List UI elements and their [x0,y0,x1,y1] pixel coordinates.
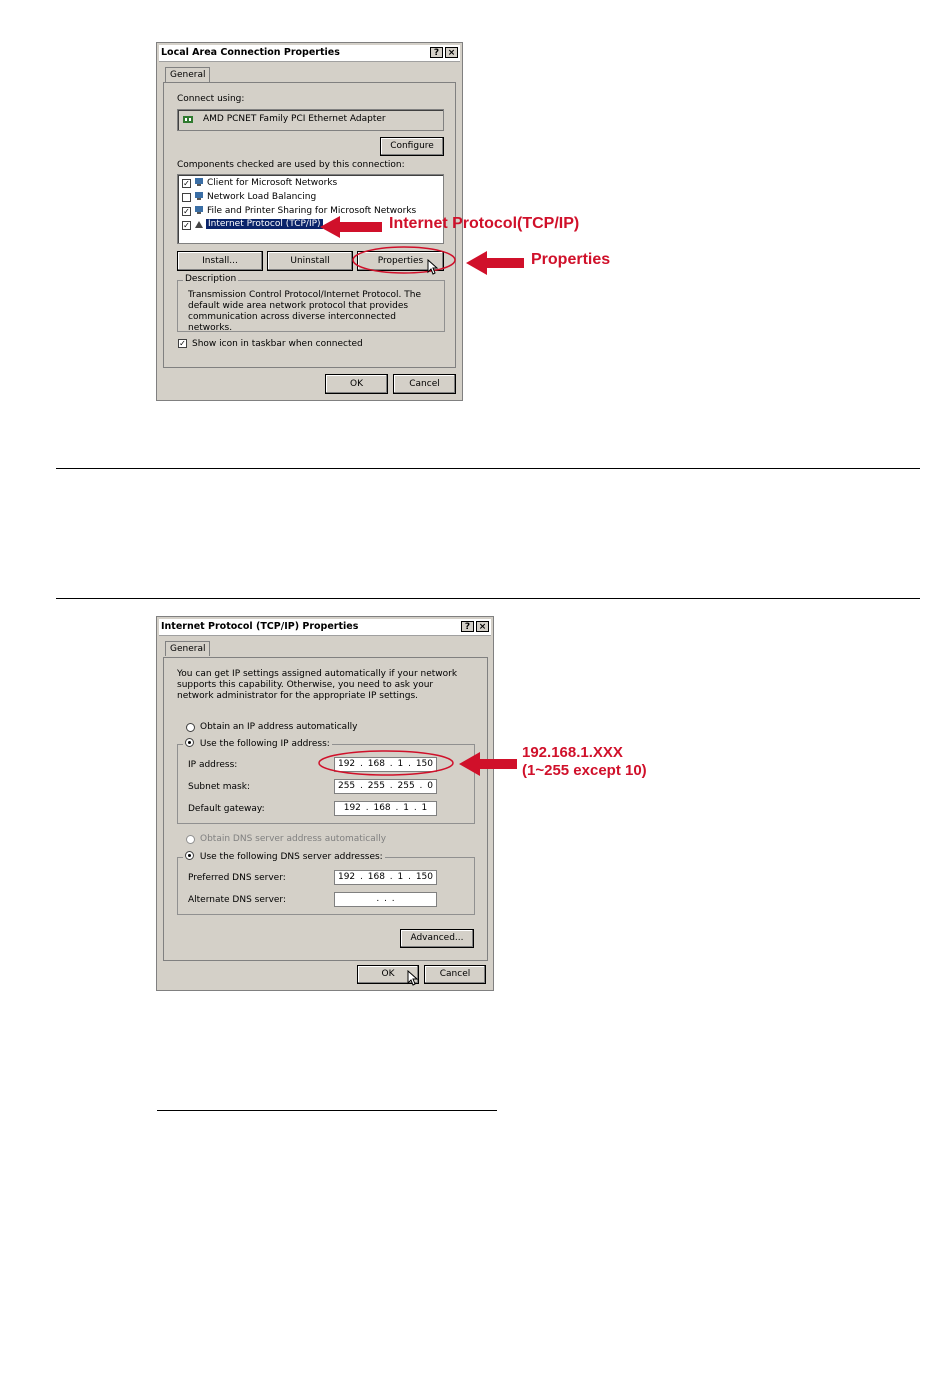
preferred-dns-input[interactable]: 192 . 168 . 1 . 150 [334,870,437,885]
tab-general[interactable]: General [165,67,210,82]
properties-button[interactable]: Properties [357,251,444,271]
close-button[interactable]: × [476,621,489,632]
uninstall-button[interactable]: Uninstall [267,251,353,271]
auto-dns-radio[interactable] [186,835,195,844]
adapter-name: AMD PCNET Family PCI Ethernet Adapter [203,114,386,124]
arrow-left-icon [459,751,517,777]
callout-ip-line1: 192.168.1.XXX [522,744,623,761]
help-button[interactable]: ? [461,621,474,632]
arrow-left-icon [320,215,382,239]
install-button[interactable]: Install... [177,251,263,271]
use-ip-radio[interactable] [185,738,194,747]
components-label: Components checked are used by this connection: [177,160,405,170]
component-checkbox-tcpip[interactable]: ✓ [183,221,190,230]
ip-address-input[interactable]: 192 . 168 . 1 . 150 [334,757,437,772]
components-list [177,174,444,244]
description-label: Description [185,274,237,284]
show-icon-checkbox[interactable]: ✓ [179,339,186,348]
cancel-button[interactable]: Cancel [393,374,456,394]
tcpip-properties-dialog [156,616,494,991]
show-icon-label: Show icon in taskbar when connected [192,339,363,349]
component-label: Client for Microsoft Networks [207,178,338,188]
alternate-dns-label: Alternate DNS server: [188,895,287,905]
auto-ip-radio[interactable] [186,723,195,732]
component-checkbox-nlb[interactable] [182,193,191,202]
network-client-icon [194,178,204,187]
tab-general[interactable]: General [165,641,210,656]
configure-button[interactable]: Configure [380,137,444,156]
ok-button[interactable]: OK [325,374,388,394]
network-service-icon [194,192,204,201]
close-button[interactable]: × [445,47,458,58]
help-button[interactable]: ? [430,47,443,58]
title-bar [159,619,491,636]
use-ip-option [183,738,332,749]
arrow-left-icon [466,250,524,276]
general-panel [163,657,488,961]
divider [157,1110,497,1111]
dialog-title: Local Area Connection Properties [161,47,340,58]
connect-using-label: Connect using: [177,94,245,104]
file-sharing-icon [194,206,204,215]
dialog-title: Internet Protocol (TCP/IP) Properties [161,621,359,632]
component-checkbox-file-sharing[interactable]: ✓ [183,207,190,216]
component-label-selected[interactable]: Internet Protocol (TCP/IP) [208,219,321,229]
adapter-field [177,109,444,131]
callout-tcpip: Internet Protocol(TCP/IP) [389,215,580,232]
protocol-icon [194,220,204,229]
use-dns-label: Use the following DNS server addresses: [199,852,383,862]
use-dns-option [183,851,385,862]
alternate-dns-input[interactable]: . . . [334,892,437,907]
mouse-cursor-icon [407,970,419,986]
divider [56,468,920,469]
component-checkbox-client[interactable]: ✓ [183,179,190,188]
mouse-cursor-icon [427,259,439,275]
description-text: Transmission Control Protocol/Internet Protocol. The default wide area network protocol that provides communication across diverse interconnected networks. [188,290,422,333]
callout-ip-line2: (1~255 except 10) [522,762,647,779]
subnet-mask-input[interactable]: 255 . 255 . 255 . 0 [334,779,437,794]
subnet-mask-label: Subnet mask: [188,782,250,792]
cancel-button[interactable]: Cancel [424,965,486,984]
ip-address-label: IP address: [188,760,238,770]
component-label: Network Load Balancing [207,192,317,202]
preferred-dns-label: Preferred DNS server: [188,873,286,883]
intro-text: You can get IP settings assigned automatically if your network supports this capability. Otherwise, you need to ask your network administrator for the appropriate IP settings. [177,669,458,701]
ok-button[interactable]: OK [357,965,419,984]
use-ip-label: Use the following IP address: [199,739,330,749]
advanced-button[interactable]: Advanced... [400,929,474,948]
use-dns-radio[interactable] [185,851,194,860]
divider [56,598,920,599]
callout-properties: Properties [531,251,611,268]
properties-highlight [350,244,460,278]
title-bar [159,45,460,62]
network-adapter-icon [183,115,193,124]
ip-address-highlight [316,748,458,778]
default-gateway-label: Default gateway: [188,804,265,814]
default-gateway-input[interactable]: 192 . 168 . 1 . 1 [334,801,437,816]
component-label: File and Printer Sharing for Microsoft Networks [207,206,417,216]
auto-dns-label: Obtain DNS server address automatically [200,834,387,844]
auto-ip-label: Obtain an IP address automatically [200,722,358,732]
